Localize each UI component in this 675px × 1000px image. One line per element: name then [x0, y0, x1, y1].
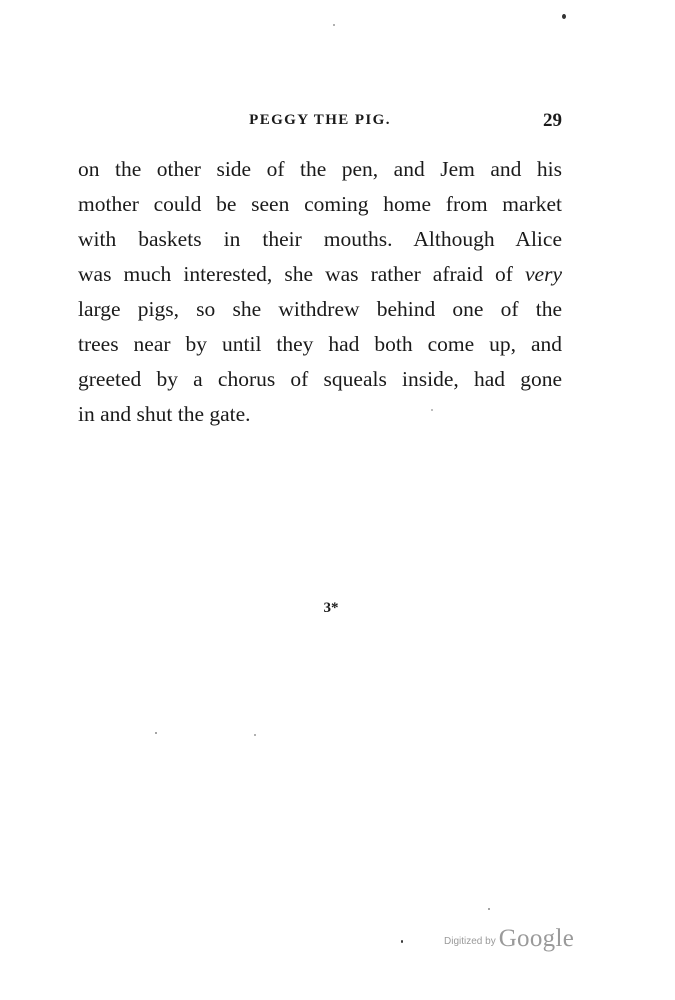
- text-line: greeted by a chorus of squeals inside, had gone: [78, 367, 562, 391]
- text-line: [78, 257, 562, 292]
- running-title: PEGGY THE PIG.: [249, 112, 391, 128]
- scan-speck: [333, 24, 335, 26]
- signature-mark: 3*: [323, 600, 339, 616]
- watermark-brand-logo: Google: [498, 925, 575, 952]
- digitized-watermark: [444, 925, 574, 953]
- scan-speck: [488, 908, 490, 910]
- scan-speck: [254, 734, 256, 736]
- text-line: in and shut the gate.: [78, 402, 251, 426]
- text-line: with baskets in their mouths. Although Alice: [78, 227, 562, 251]
- text-fragment: was much interested, she was rather afraid of: [78, 262, 513, 286]
- text-line: large pigs, so she withdrew behind one of the: [78, 297, 562, 321]
- page-number: 29: [543, 110, 562, 131]
- running-head: [78, 110, 562, 134]
- scan-speck: [431, 409, 433, 411]
- watermark-prefix: Digitized by: [444, 936, 496, 947]
- text-line: trees near by until they had both come up, and: [78, 332, 562, 356]
- text-line: on the other side of the pen, and Jem and his: [78, 157, 562, 181]
- text-line: mother could be seen coming home from market: [78, 192, 562, 216]
- italic-word: very: [525, 262, 562, 286]
- scan-speck: [562, 14, 566, 19]
- scan-speck: [401, 940, 403, 943]
- scan-speck: [155, 732, 157, 734]
- body-paragraph: [78, 152, 562, 432]
